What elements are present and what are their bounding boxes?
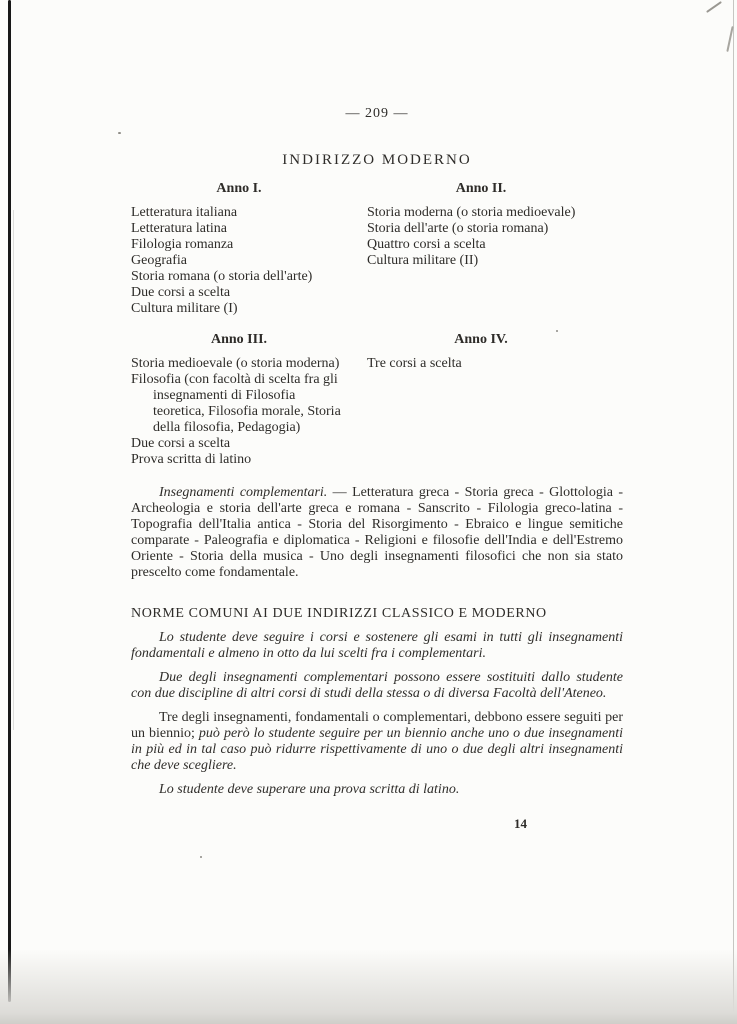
anno-4-heading: Anno IV. [454,332,508,347]
course-item: Storia moderna (o storia medioevale) [367,205,576,220]
anno-4-list [367,356,595,372]
course-item: Letteratura latina [131,221,227,236]
course-item: Filosofia (con facoltà di scelta fra gli insegnamenti di Filosofia teoretica, Filosofia morale, Storia della filosofia, Pedagogia) [131,372,341,435]
course-item: Storia medioevale (o storia moderna) [131,356,340,371]
years-row-1 [131,181,623,317]
course-item: Cultura militare (II) [367,253,479,268]
anno-1-list [131,205,347,317]
course-item: Letteratura italiana [131,205,238,220]
anno-3-column [131,332,347,468]
course-item: Prova scritta di latino [131,452,252,467]
page-number-footer: 14 [514,816,527,831]
rules-paragraph-2: Due degli insegnamenti complementari possono essere sostituiti dallo studente con due discipline di altri corsi di studi della stessa o di diversa Facoltà dell'Ateneo. [131,670,623,701]
course-item: Storia dell'arte (o storia romana) [367,221,549,236]
page-number-header: — 209 — [345,106,409,121]
scan-left-edge-shadow [13,210,14,730]
document-title: INDIRIZZO MODERNO [282,152,472,168]
anno-3-heading: Anno III. [210,332,268,347]
course-item: Tre corsi a scelta [367,356,462,371]
anno-2-heading: Anno II. [455,181,507,196]
course-item: Filologia romanza [131,237,234,252]
anno-1-column [131,181,347,317]
course-item: Due corsi a scelta [131,285,231,300]
years-row-2 [131,332,623,468]
anno-4-column [367,332,595,468]
course-item: Storia romana (o storia dell'arte) [131,269,313,284]
rules-paragraph-3-italic: può però lo studente seguire per un biennio anche uno o due insegnamenti in più ed in tal caso può ridurre rispettivamente di uno o due degli altri insegnamenti che deve scegliere. [131,726,623,773]
scan-speck [118,132,121,134]
complementary-lead: Insegnamenti complementari. [159,485,328,500]
anno-3-list [131,356,347,468]
scan-speck [200,856,202,858]
course-item: Due corsi a scelta [131,436,231,451]
common-rules-heading: NORME COMUNI AI DUE INDIRIZZI CLASSICO E MODERNO [131,606,547,621]
course-item: Cultura militare (I) [131,301,238,316]
rules-paragraph-1: Lo studente deve seguire i corsi e sostenere gli esami in tutti gli insegnamenti fondamentali e almeno in otto da lui scelti fra i complementari. [131,630,623,661]
rules-paragraph-4: Lo studente deve superare una prova scritta di latino. [159,782,460,797]
rules-paragraph-3 [131,710,623,774]
anno-1-heading: Anno I. [216,181,262,196]
scan-left-edge-line [8,0,11,1002]
scan-bottom-shadow [0,949,737,1024]
scan-right-edge-line [733,0,734,1024]
complementary-courses-paragraph [131,485,623,581]
course-item: Geografia [131,253,187,268]
scan-corner-mark [706,1,722,13]
anno-2-list [367,205,595,269]
rules-paragraph-3-roman: Tre degli insegnamenti, fondamentali o complementari, debbono essere seguiti per un biennio; [131,710,623,741]
anno-2-column [367,181,595,317]
complementary-body: — Letteratura greca - Storia greca - Glottologia - Archeologia e storia dell'arte greca e romana - Sanscrito - Filologia greco-latina - Topografia dell'Italia antica - Storia del Risorgimento - Ebraico e lingue semitiche comparate - Paleografia e diplomatica - Religioni e filosofie dell'India e dell'Estremo Oriente - Storia della musica - Uno degli insegnamenti filosofici che non sia stato prescelto come fondamentale. [131,485,623,580]
page-content [131,106,623,832]
course-item: Quattro corsi a scelta [367,237,486,252]
